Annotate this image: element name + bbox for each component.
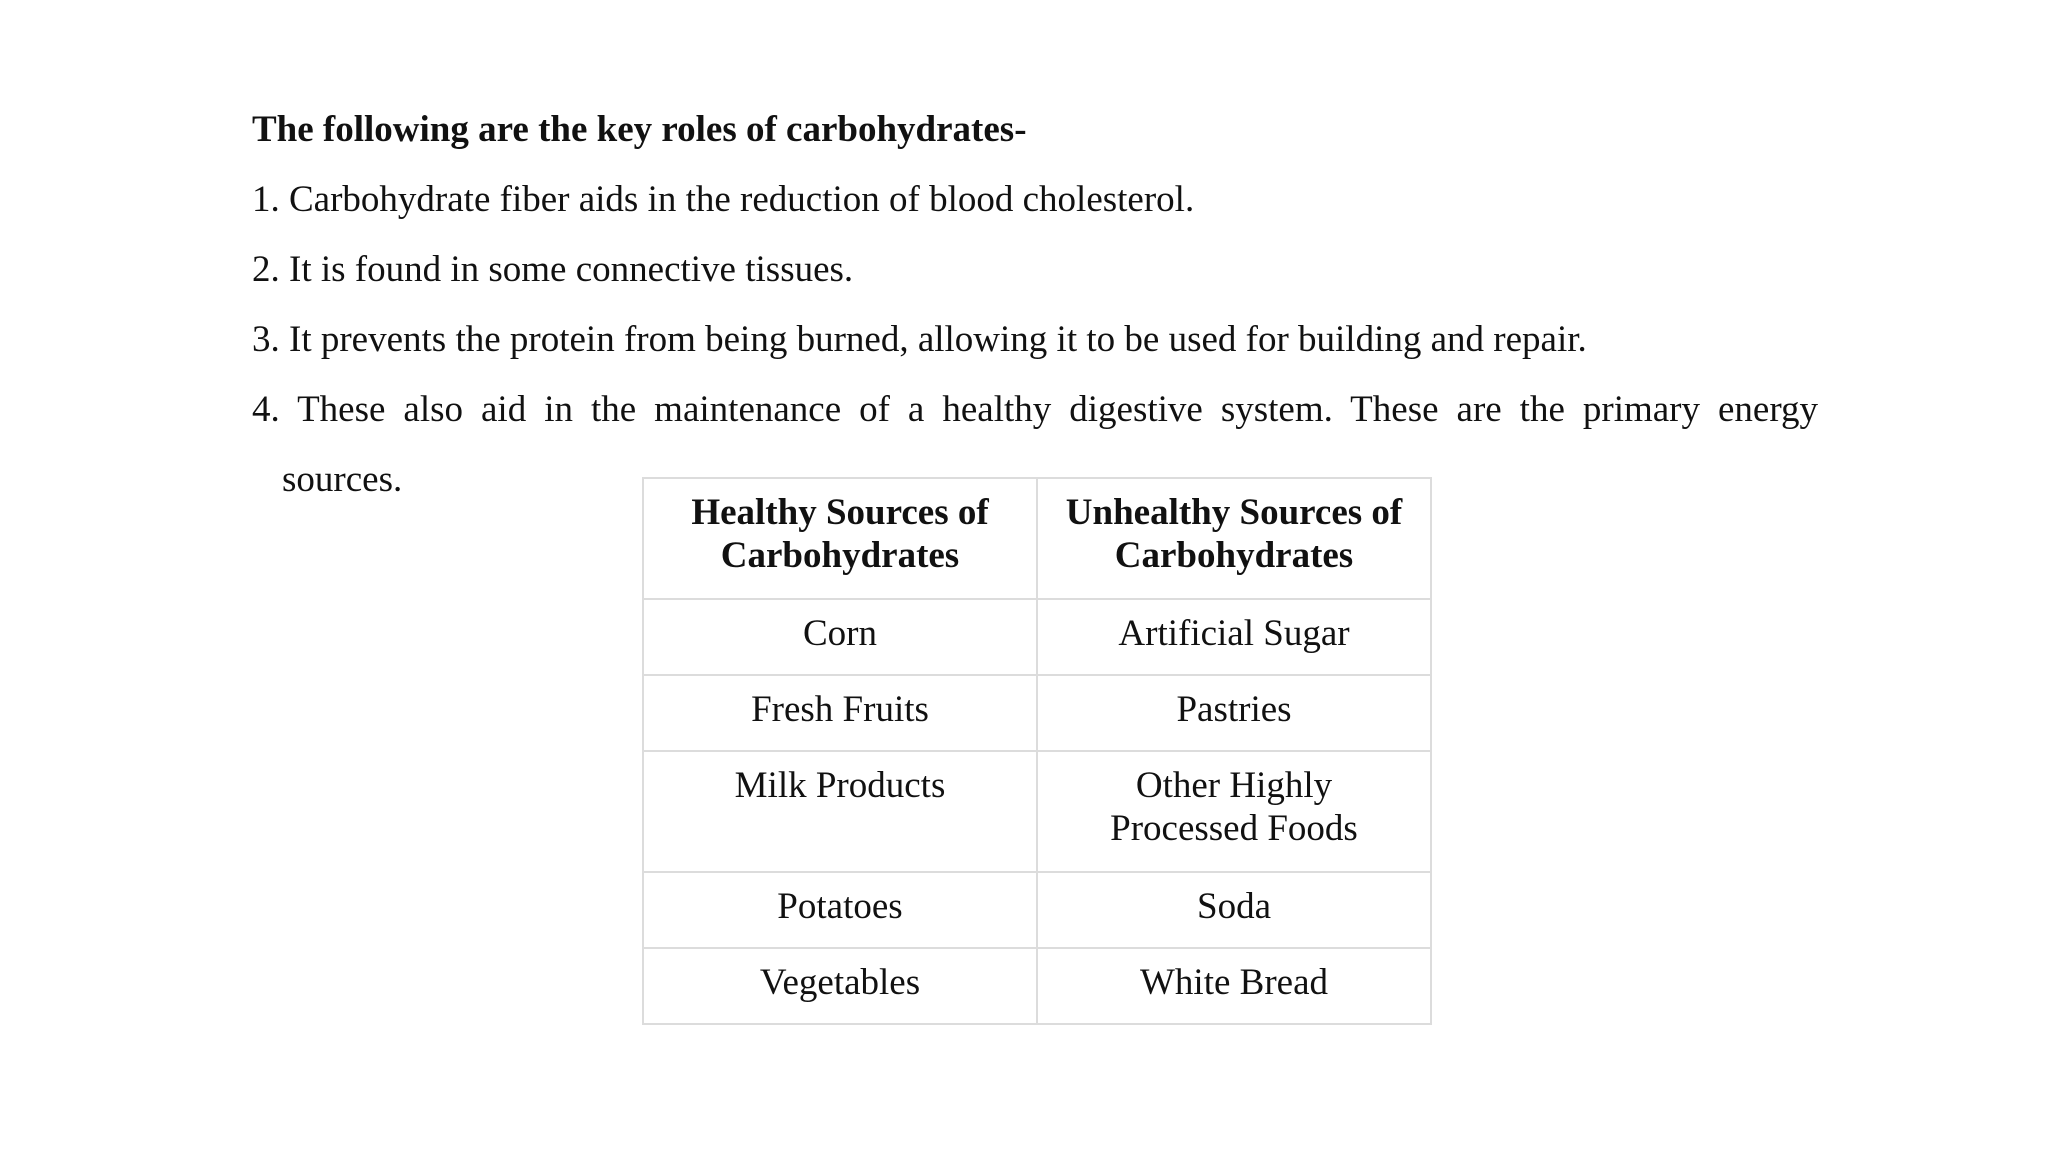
list-item: 2. It is found in some connective tissues. <box>252 249 854 290</box>
unhealthy-cell <box>1037 675 1431 751</box>
table-row <box>643 872 1431 948</box>
unhealthy-cell-text: Pastries <box>1176 689 1292 730</box>
list-item: 3. It prevents the protein from being burned, allowing it to be used for building and repair. <box>252 319 1587 360</box>
table-header-row <box>643 478 1431 599</box>
unhealthy-cell-text: Artificial Sugar <box>1118 613 1350 654</box>
header-healthy-sources <box>643 478 1037 599</box>
table-row <box>643 948 1431 1024</box>
table-row <box>643 751 1431 872</box>
list-item: 4. These also aid in the maintenance of a healthy digestive system. These are the primary energy <box>252 389 1818 430</box>
healthy-cell: Milk Products <box>643 751 1037 872</box>
healthy-cell: Corn <box>643 599 1037 675</box>
document-heading: The following are the key roles of carbohydrates- <box>252 109 1027 150</box>
unhealthy-cell <box>1037 751 1431 872</box>
unhealthy-cell-line1: Other Highly <box>1135 765 1333 806</box>
header-healthy-line2: Carbohydrates <box>720 535 960 576</box>
unhealthy-cell-text: Soda <box>1197 886 1271 927</box>
healthy-cell: Potatoes <box>643 872 1037 948</box>
healthy-cell: Fresh Fruits <box>643 675 1037 751</box>
healthy-cell: Vegetables <box>643 948 1037 1024</box>
header-unhealthy-line1: Unhealthy Sources of <box>1065 492 1403 533</box>
unhealthy-cell-text: White Bread <box>1140 962 1328 1003</box>
unhealthy-cell-line2: Processed Foods <box>1110 808 1358 849</box>
unhealthy-cell <box>1037 599 1431 675</box>
header-unhealthy-sources <box>1037 478 1431 599</box>
table-row <box>643 675 1431 751</box>
table-row <box>643 599 1431 675</box>
header-unhealthy-line2: Carbohydrates <box>1114 535 1354 576</box>
unhealthy-cell <box>1037 948 1431 1024</box>
list-item-continuation: sources. <box>282 459 403 500</box>
unhealthy-cell <box>1037 872 1431 948</box>
carbohydrate-sources-table <box>642 477 1432 1025</box>
list-item: 1. Carbohydrate fiber aids in the reduction of blood cholesterol. <box>252 179 1195 220</box>
header-healthy-line1: Healthy Sources of <box>691 492 989 533</box>
